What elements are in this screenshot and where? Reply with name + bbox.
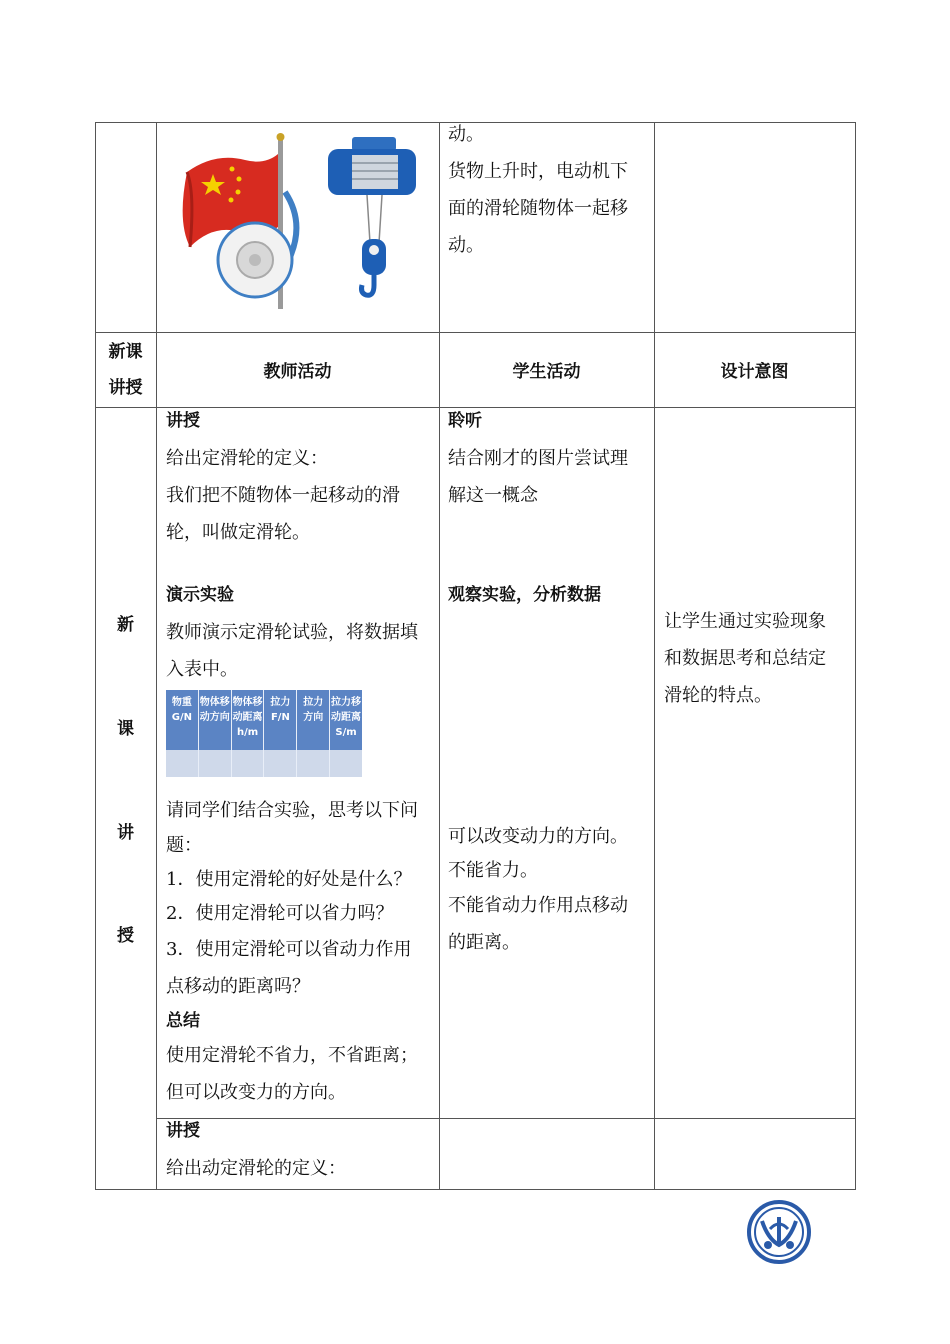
teacher-line: 入表中。 (166, 659, 238, 680)
table-border-right (855, 122, 856, 1190)
intent-line-2: 和数据思考和总结定 (664, 648, 826, 669)
intent-line-1: 让学生通过实验现象 (664, 611, 826, 632)
header-teacher: 教师活动 (263, 362, 332, 382)
table-row (166, 750, 362, 777)
table-header-cell: 物体移 动距离 h/m (232, 690, 265, 750)
table-border-left (95, 122, 96, 1190)
teacher-question-2: 2．使用定滑轮可以省力吗？ (166, 903, 394, 924)
table-header-cell: 物体移 动方向 (199, 690, 232, 750)
student-heading-observe: 观察实验，分析数据 (448, 585, 601, 605)
table-border-bottom (95, 1189, 856, 1190)
table-divider-1 (156, 122, 157, 1190)
header-intent: 设计意图 (720, 362, 789, 382)
teacher-summary-line-2: 但可以改变力的方向。 (166, 1082, 346, 1103)
top-student-line-4: 动。 (448, 235, 484, 256)
table-header-cell: 拉力 F/N (264, 690, 297, 750)
teacher-heading-lecture-2: 讲授 (166, 1121, 200, 1141)
top-student-line-2: 货物上升时，电动机下 (448, 161, 628, 182)
teacher-question-1: 1．使用定滑轮的好处是什么？ (166, 869, 412, 890)
teacher-question-intro-2: 题： (166, 835, 202, 856)
teacher-line: 教师演示定滑轮试验，将数据填 (166, 622, 418, 643)
student-answer-1: 可以改变动力的方向。 (448, 826, 628, 847)
table-divider-2 (439, 122, 440, 1190)
intent-line-3: 滑轮的特点。 (664, 685, 772, 706)
student-answer-3: 不能省动力作用点移动 (448, 895, 628, 916)
teacher-line: 轮，叫做定滑轮。 (166, 522, 310, 543)
experiment-data-table (166, 690, 362, 777)
header-student: 学生活动 (512, 362, 581, 382)
student-line: 解这一概念 (448, 485, 538, 506)
teacher-heading-summary: 总结 (166, 1011, 200, 1031)
teacher-line: 给出动定滑轮的定义： (166, 1158, 346, 1179)
student-heading-listen: 聆听 (448, 411, 482, 431)
header-side-cell (95, 332, 156, 407)
table-divider-3 (654, 122, 655, 1190)
teacher-question-intro: 请同学们结合实验，思考以下问 (166, 800, 418, 821)
teacher-heading-lecture: 讲授 (166, 411, 200, 431)
teacher-question-3: 3．使用定滑轮可以省动力作用 (166, 939, 412, 960)
student-answer-2: 不能省力。 (448, 860, 538, 881)
teacher-heading-demo: 演示实验 (166, 585, 234, 605)
teacher-line: 给出定滑轮的定义： (166, 448, 328, 469)
teacher-summary-line-1: 使用定滑轮不省力，不省距离； (166, 1045, 418, 1066)
flag-pulley-image (175, 132, 305, 312)
side-char-3: 讲 (117, 823, 134, 843)
top-student-line-1: 动。 (448, 124, 484, 145)
side-char-4: 授 (117, 926, 134, 946)
student-line: 结合刚才的图片尝试理 (448, 448, 628, 469)
top-student-line-3: 面的滑轮随物体一起移 (448, 198, 628, 219)
teacher-question-3b: 点移动的距离吗？ (166, 976, 310, 997)
student-answer-3b: 的距离。 (448, 932, 520, 953)
table-header-cell: 物重 G/N (166, 690, 199, 750)
side-char-2: 课 (117, 719, 134, 739)
table-header-cell: 拉力移 动距离 S/m (331, 697, 362, 738)
school-logo-icon (746, 1199, 812, 1265)
header-side-line-2: 讲授 (108, 378, 143, 398)
header-side-line-1: 新课 (108, 342, 143, 362)
electric-hoist-image (322, 135, 422, 305)
side-char-1: 新 (117, 615, 134, 635)
table-header-cell: 拉力 方向 (297, 690, 330, 750)
teacher-line: 我们把不随物体一起移动的滑 (166, 485, 400, 506)
